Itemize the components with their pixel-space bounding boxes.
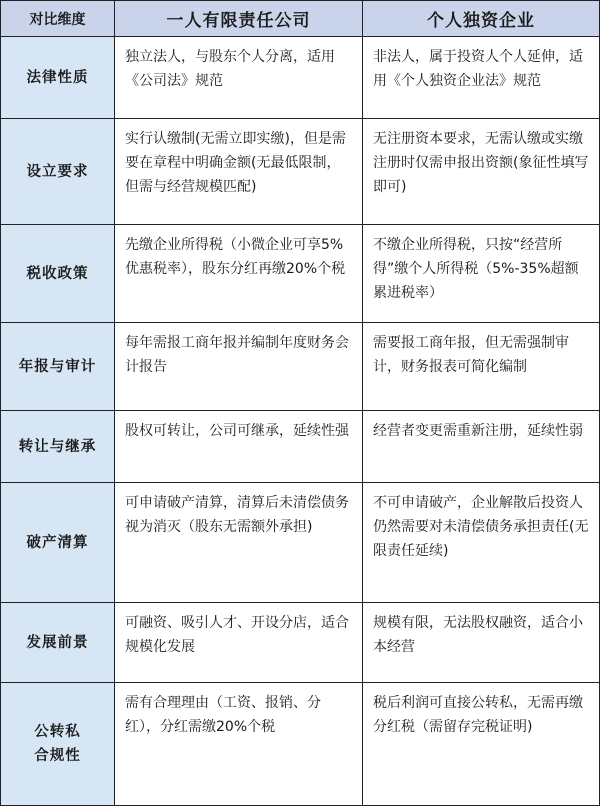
header-sole-proprietorship: 个人独资企业	[363, 1, 599, 37]
row-label-development-prospects: 发展前景	[1, 603, 115, 683]
cell-sole-legal-nature: 非法人，属于投资人个人延伸，适用《个人独资企业法》规范	[363, 37, 599, 119]
cell-sole-tax-policy: 不缴企业所得税，只按“经营所得”缴个人所得税（5%-35%超额累进税率）	[363, 225, 599, 323]
cell-llc-transfer-inheritance: 股权可转让，公司可继承，延续性强	[115, 411, 363, 483]
row-label-bankruptcy-liquidation: 破产清算	[1, 483, 115, 603]
cell-sole-annual-report-audit: 需要报工商年报，但无需强制审计，财务报表可简化编制	[363, 323, 599, 411]
cell-sole-public-to-private-compliance: 税后利润可直接公转私，无需再缴分红税（需留存完税证明)	[373, 695, 583, 735]
row-label-legal-nature: 法律性质	[1, 37, 115, 119]
cell-llc-legal-nature: 独立法人，与股东个人分离，适用《公司法》规范	[115, 37, 363, 119]
cell-llc-tax-policy: 先缴企业所得税（小微企业可享5%优惠税率），股东分红再缴20%个税	[115, 225, 363, 323]
cell-llc-bankruptcy-liquidation: 可申请破产清算，清算后未清偿债务视为消灭（股东无需额外承担)	[115, 483, 363, 603]
row-label-tax-policy: 税收政策	[1, 225, 115, 323]
cell-sole-bankruptcy-liquidation: 不可申请破产，企业解散后投资人仍然需要对未清偿债务承担责任(无限责任延续)	[363, 483, 599, 603]
cell-llc-setup-requirements: 实行认缴制(无需立即实缴)，但是需要在章程中明确金额(无最低限制，但需与经营规模匹配)	[115, 119, 363, 225]
cell-sole-setup-requirements: 无注册资本要求，无需认缴或实缴注册时仅需申报出资额(象征性填写即可)	[363, 119, 599, 225]
cell-sole-development-prospects: 规模有限，无法股权融资，适合小本经营	[363, 603, 599, 683]
row-label-transfer-inheritance: 转让与继承	[1, 411, 115, 483]
header-llc: 一人有限责任公司	[115, 1, 363, 37]
row-label-annual-report-audit: 年报与审计	[1, 323, 115, 411]
cell-llc-development-prospects: 可融资、吸引人才、开设分店，适合规模化发展	[115, 603, 363, 683]
row-label-setup-requirements: 设立要求	[1, 119, 115, 225]
header-dimension: 对比维度	[1, 1, 115, 37]
cell-llc-annual-report-audit: 每年需报工商年报并编制年度财务会计报告	[115, 323, 363, 411]
cell-llc-public-to-private-compliance: 需有合理理由（工资、报销、分红），分红需缴20%个税	[115, 683, 363, 805]
row-label-public-to-private-compliance: 公转私 合规性	[1, 683, 115, 805]
cell-sole-transfer-inheritance: 经营者变更需重新注册，延续性弱	[363, 411, 599, 483]
